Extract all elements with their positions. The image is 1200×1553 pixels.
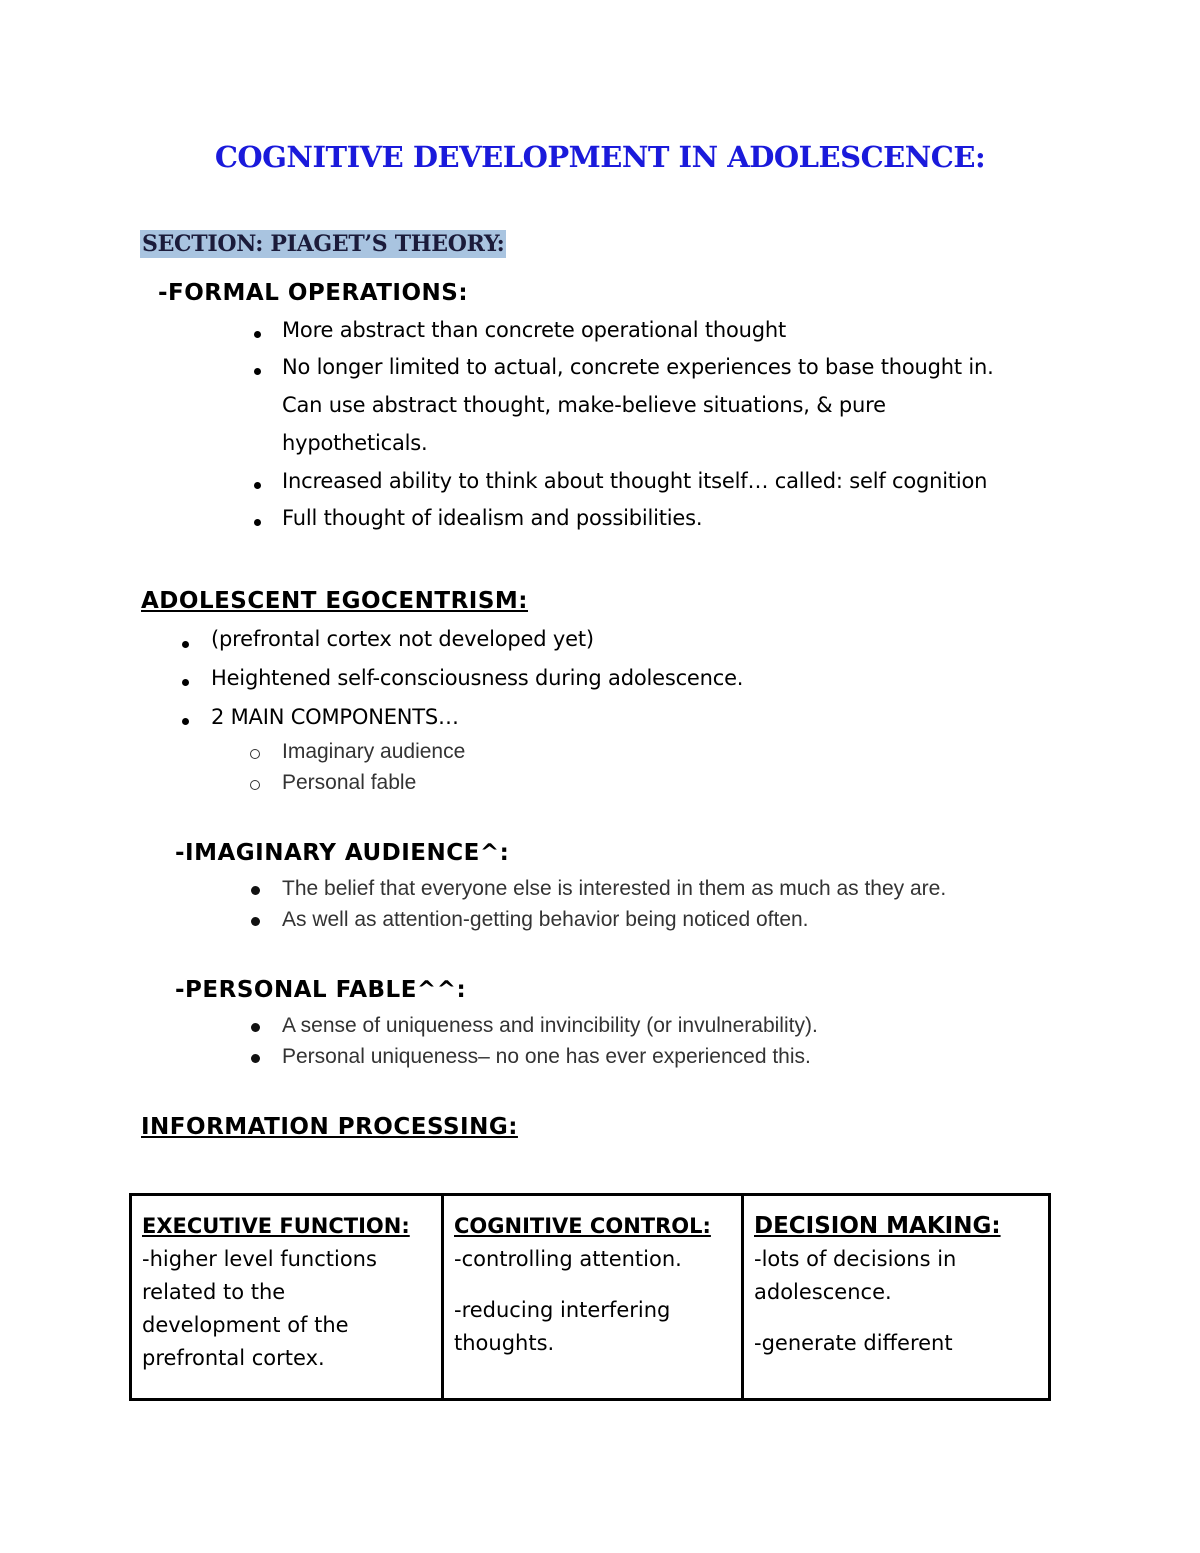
list-item: More abstract than concrete operational thought (282, 318, 787, 342)
personal-fable-heading: -PERSONAL FABLE^^: (175, 977, 467, 1003)
cell-header: EXECUTIVE FUNCTION: (142, 1214, 410, 1238)
section-label: SECTION: PIAGET’S THEORY: (142, 231, 505, 257)
sub-bullet-icon (250, 780, 260, 790)
cell-line: adolescence. (754, 1280, 892, 1304)
cell-line: thoughts. (454, 1331, 555, 1355)
cell-line: -lots of decisions in (754, 1247, 957, 1271)
list-item: Heightened self-consciousness during adolescence. (211, 666, 744, 690)
list-item: The belief that everyone else is interested in them as much as they are. (282, 877, 947, 900)
list-item-continuation: hypotheticals. (282, 431, 428, 455)
bullet-icon (251, 1023, 260, 1032)
sub-bullet-icon (250, 749, 260, 759)
list-item: Full thought of idealism and possibilities. (282, 506, 703, 530)
cell-line: related to the (142, 1280, 286, 1304)
bullet-icon (254, 331, 261, 338)
cell-header: DECISION MAKING: (754, 1213, 1001, 1239)
executive-function-cell (131, 1195, 443, 1400)
egocentrism-heading: ADOLESCENT EGOCENTRISM: (141, 588, 529, 614)
cell-line: -higher level functions (142, 1247, 377, 1271)
imaginary-audience-heading: -IMAGINARY AUDIENCE^: (175, 840, 510, 866)
cell-line: -reducing interfering (454, 1298, 671, 1322)
sub-list-item: Personal fable (282, 771, 417, 794)
bullet-icon (182, 641, 189, 648)
document-title: COGNITIVE DEVELOPMENT IN ADOLESCENCE: (214, 140, 986, 174)
information-processing-table (129, 1193, 1051, 1401)
list-item: A sense of uniqueness and invincibility (or invulnerability). (282, 1014, 818, 1037)
information-processing-heading: INFORMATION PROCESSING: (141, 1114, 518, 1140)
bullet-icon (254, 482, 261, 489)
bullet-icon (251, 886, 260, 895)
list-item-continuation: Can use abstract thought, make-believe situations, & pure (282, 393, 886, 417)
formal-operations-heading: -FORMAL OPERATIONS: (158, 280, 469, 306)
bullet-icon (182, 679, 189, 686)
cognitive-control-cell (443, 1195, 743, 1400)
table-row (131, 1195, 1050, 1400)
list-item: Increased ability to think about thought itself… called: self cognition (282, 469, 988, 493)
list-item: (prefrontal cortex not developed yet) (211, 627, 594, 651)
cell-line: development of the (142, 1313, 349, 1337)
bullet-icon (254, 368, 261, 375)
cell-line: -generate different (754, 1331, 953, 1355)
bullet-icon (251, 917, 260, 926)
list-item: No longer limited to actual, concrete experiences to base thought in. (282, 355, 994, 379)
cell-header: COGNITIVE CONTROL: (454, 1214, 711, 1238)
decision-making-cell (743, 1195, 1050, 1400)
sub-list-item: Imaginary audience (282, 740, 466, 763)
bullet-icon (254, 519, 261, 526)
list-item: Personal uniqueness– no one has ever experienced this. (282, 1045, 811, 1068)
list-item: 2 MAIN COMPONENTS… (211, 705, 459, 729)
bullet-icon (251, 1054, 260, 1063)
bullet-icon (182, 718, 189, 725)
cell-line: -controlling attention. (454, 1247, 682, 1271)
cell-line: prefrontal cortex. (142, 1346, 325, 1370)
list-item: As well as attention-getting behavior being noticed often. (282, 908, 809, 931)
